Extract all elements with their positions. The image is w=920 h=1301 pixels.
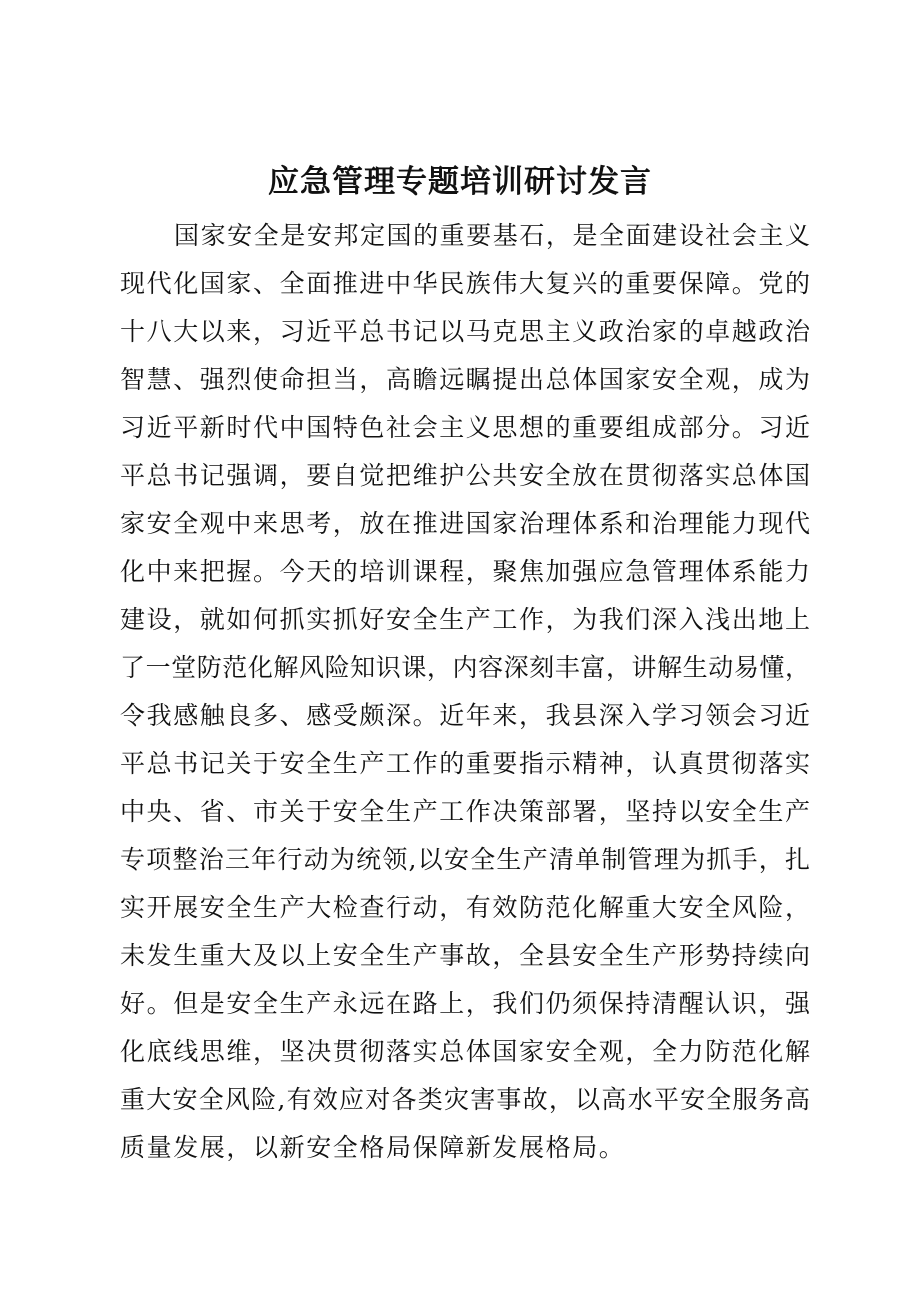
paragraph-line: 国家安全是安邦定国的重要基石，是全面建设社会主义 [174,221,810,250]
paragraph-line: 专项整治三年行动为统领,以安全生产清单制管理为抓手，扎 [120,845,810,874]
paragraph-line: 智慧、强烈使命担当，高瞻远瞩提出总体国家安全观，成为 [120,365,810,394]
paragraph-line: 平总书记强调，要自觉把维护公共安全放在贯彻落实总体国 [120,461,810,490]
paragraph-line: 中央、省、市关于安全生产工作决策部署，坚持以安全生产 [120,797,810,826]
paragraph-line: 十八大以来，习近平总书记以马克思主义政治家的卓越政治 [120,317,810,346]
paragraph-line: 现代化国家、全面推进中华民族伟大复兴的重要保障。党的 [120,269,810,298]
paragraph-line: 建设，就如何抓实抓好安全生产工作，为我们深入浅出地上 [120,605,810,634]
paragraph-line: 平总书记关于安全生产工作的重要指示精神，认真贯彻落实 [120,749,810,778]
paragraph-line: 实开展安全生产大检查行动，有效防范化解重大安全风险， [120,893,810,922]
paragraph-line: 家安全观中来思考，放在推进国家治理体系和治理能力现代 [120,509,810,538]
document-title: 应急管理专题培训研讨发言 [268,164,652,200]
paragraph-line: 重大安全风险,有效应对各类灾害事故，以高水平安全服务高 [120,1085,810,1114]
paragraph-line: 了一堂防范化解风险知识课，内容深刻丰富，讲解生动易懂， [120,653,810,682]
paragraph-line: 化底线思维，坚决贯彻落实总体国家安全观，全力防范化解 [120,1037,810,1066]
paragraph-line: 令我感触良多、感受颇深。近年来，我县深入学习领会习近 [120,701,810,730]
document-body [120,212,810,1172]
paragraph-line: 质量发展，以新安全格局保障新发展格局。 [120,1133,626,1162]
paragraph-line: 好。但是安全生产永远在路上，我们仍须保持清醒认识，强 [120,989,810,1018]
paragraph-line: 习近平新时代中国特色社会主义思想的重要组成部分。习近 [120,413,810,442]
paragraph-line: 化中来把握。今天的培训课程，聚焦加强应急管理体系能力 [120,557,810,586]
paragraph-line: 未发生重大及以上安全生产事故，全县安全生产形势持续向 [120,941,810,970]
